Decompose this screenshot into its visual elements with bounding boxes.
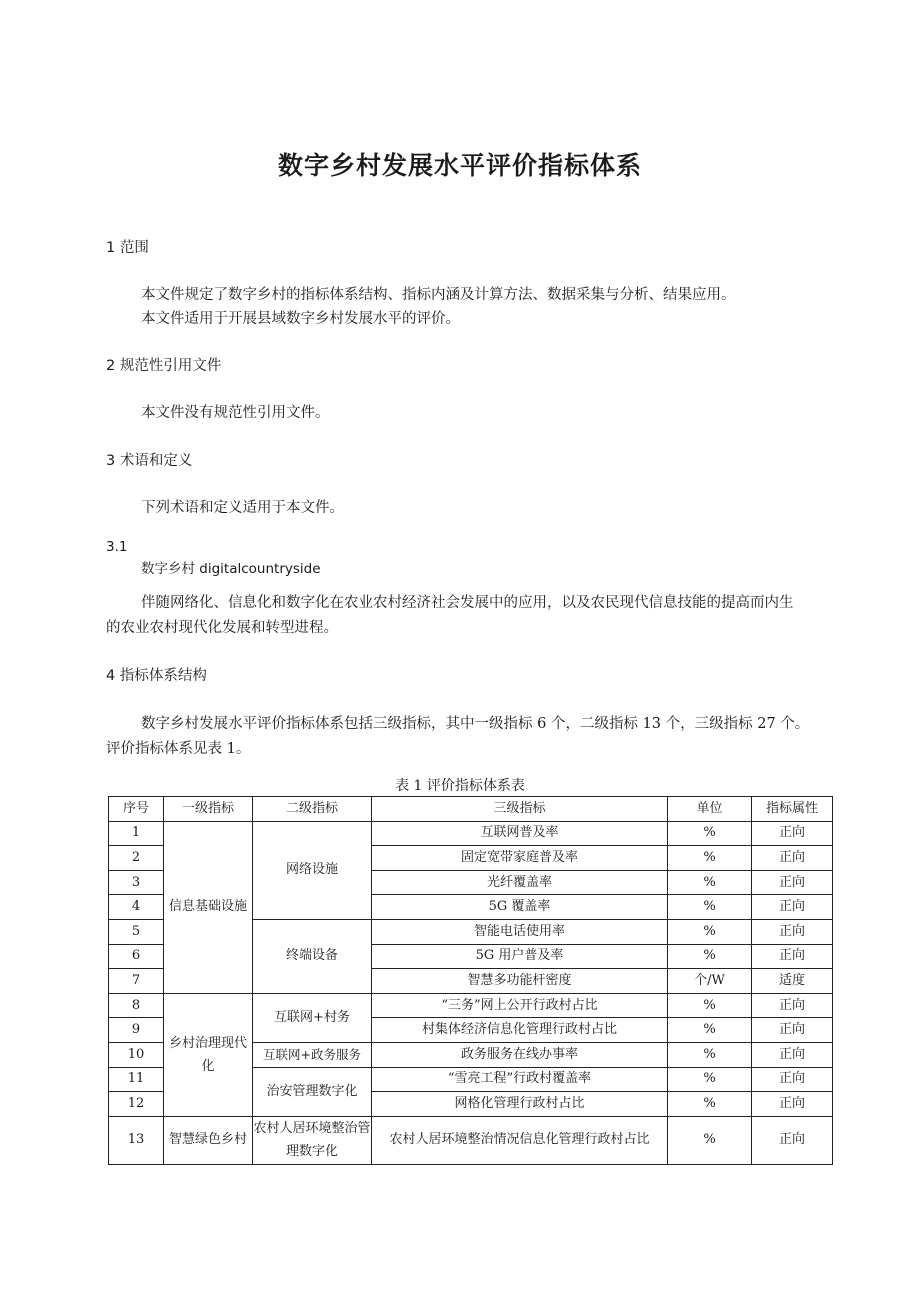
row-number: 13 [109, 1116, 164, 1164]
unit-cell: % [668, 1042, 752, 1067]
unit-cell: % [668, 1067, 752, 1092]
attribute-cell: 正向 [752, 846, 833, 871]
unit-cell: % [668, 895, 752, 920]
header-cell: 指标属性 [752, 797, 833, 822]
level3-cell: 农村人居环境整治情况信息化管理行政村占比 [372, 1116, 668, 1164]
attribute-cell: 正向 [752, 1067, 833, 1092]
attribute-cell: 正向 [752, 993, 833, 1018]
unit-cell: % [668, 1092, 752, 1117]
level3-cell: 互联网普及率 [372, 821, 668, 846]
row-number: 1 [109, 821, 164, 846]
attribute-cell: 适度 [752, 969, 833, 994]
unit-cell: 个/W [668, 969, 752, 994]
level3-cell: 村集体经济信息化管理行政村占比 [372, 1018, 668, 1043]
row-number: 9 [109, 1018, 164, 1043]
level3-cell: 固定宽带家庭普及率 [372, 846, 668, 871]
section-2-paragraph: 本文件没有规范性引用文件。 [141, 405, 330, 421]
header-cell: 一级指标 [164, 797, 253, 822]
unit-cell: % [668, 993, 752, 1018]
table-caption: 表 1 评价指标体系表 [395, 778, 525, 794]
attribute-cell: 正向 [752, 1018, 833, 1043]
row-number: 4 [109, 895, 164, 920]
unit-cell: % [668, 821, 752, 846]
attribute-cell: 正向 [752, 1116, 833, 1164]
row-number: 10 [109, 1042, 164, 1067]
row-number: 8 [109, 993, 164, 1018]
section-3-heading: 3 术语和定义 [106, 453, 193, 469]
term-name: 数字乡村 digitalcountryside [141, 561, 321, 577]
level2-cell: 网络设施 [253, 821, 372, 919]
page-title: 数字乡村发展水平评价指标体系 [277, 151, 642, 180]
row-number: 6 [109, 944, 164, 969]
row-number: 12 [109, 1092, 164, 1117]
attribute-cell: 正向 [752, 944, 833, 969]
table-row [109, 1116, 833, 1164]
table-row [109, 993, 833, 1018]
level2-cell: 互联网+村务 [253, 993, 372, 1042]
level3-cell: 政务服务在线办事率 [372, 1042, 668, 1067]
level2-cell: 农村人居环境整治管理数字化 [253, 1116, 372, 1164]
level1-cell: 信息基础设施 [164, 821, 253, 993]
term-number: 3.1 [106, 539, 128, 555]
unit-cell: % [668, 846, 752, 871]
level2-cell: 治安管理数字化 [253, 1067, 372, 1116]
level3-cell: 智慧多功能杆密度 [372, 969, 668, 994]
unit-cell: % [668, 870, 752, 895]
level2-cell: 终端设备 [253, 919, 372, 993]
section-4-heading: 4 指标体系结构 [106, 668, 207, 684]
row-number: 5 [109, 919, 164, 944]
unit-cell: % [668, 1018, 752, 1043]
section-1-heading: 1 范围 [106, 240, 149, 256]
attribute-cell: 正向 [752, 870, 833, 895]
header-cell: 二级指标 [253, 797, 372, 822]
attribute-cell: 正向 [752, 821, 833, 846]
attribute-cell: 正向 [752, 1042, 833, 1067]
attribute-cell: 正向 [752, 1092, 833, 1117]
level1-cell: 智慧绿色乡村 [164, 1116, 253, 1164]
header-cell: 三级指标 [372, 797, 668, 822]
header-cell: 序号 [109, 797, 164, 822]
level1-cell: 乡村治理现代化 [164, 993, 253, 1116]
row-number: 3 [109, 870, 164, 895]
level3-cell: “雪亮工程”行政村覆盖率 [372, 1067, 668, 1092]
unit-cell: % [668, 944, 752, 969]
level3-cell: 智能电话使用率 [372, 919, 668, 944]
level3-cell: 5G 用户普及率 [372, 944, 668, 969]
section-4-paragraph-line-1: 数字乡村发展水平评价指标体系包括三级指标，其中一级指标 6 个，二级指标 13 个，三级指标 27 个。 [141, 716, 810, 732]
unit-cell: % [668, 919, 752, 944]
level2-cell: 互联网+政务服务 [253, 1042, 372, 1067]
level3-cell: 网格化管理行政村占比 [372, 1092, 668, 1117]
attribute-cell: 正向 [752, 895, 833, 920]
table-row [109, 821, 833, 846]
indicator-table [108, 796, 833, 1165]
row-number: 11 [109, 1067, 164, 1092]
row-number: 2 [109, 846, 164, 871]
term-definition-line-2: 的农业农村现代化发展和转型进程。 [106, 620, 338, 636]
section-2-heading: 2 规范性引用文件 [106, 358, 222, 374]
section-1-paragraph-1: 本文件规定了数字乡村的指标体系结构、指标内涵及计算方法、数据采集与分析、结果应用。 [141, 287, 736, 303]
section-3-paragraph: 下列术语和定义适用于本文件。 [141, 500, 344, 516]
section-1-paragraph-2: 本文件适用于开展县域数字乡村发展水平的评价。 [141, 311, 460, 327]
section-4-paragraph-line-2: 评价指标体系见表 1。 [106, 741, 251, 757]
level3-cell: 5G 覆盖率 [372, 895, 668, 920]
level3-cell: 光纤覆盖率 [372, 870, 668, 895]
term-definition-line-1: 伴随网络化、信息化和数字化在农业农村经济社会发展中的应用，以及农民现代信息技能的提高而内生 [141, 595, 794, 611]
row-number: 7 [109, 969, 164, 994]
table-header-row [109, 797, 833, 822]
attribute-cell: 正向 [752, 919, 833, 944]
level3-cell: “三务”网上公开行政村占比 [372, 993, 668, 1018]
unit-cell: % [668, 1116, 752, 1164]
header-cell: 单位 [668, 797, 752, 822]
